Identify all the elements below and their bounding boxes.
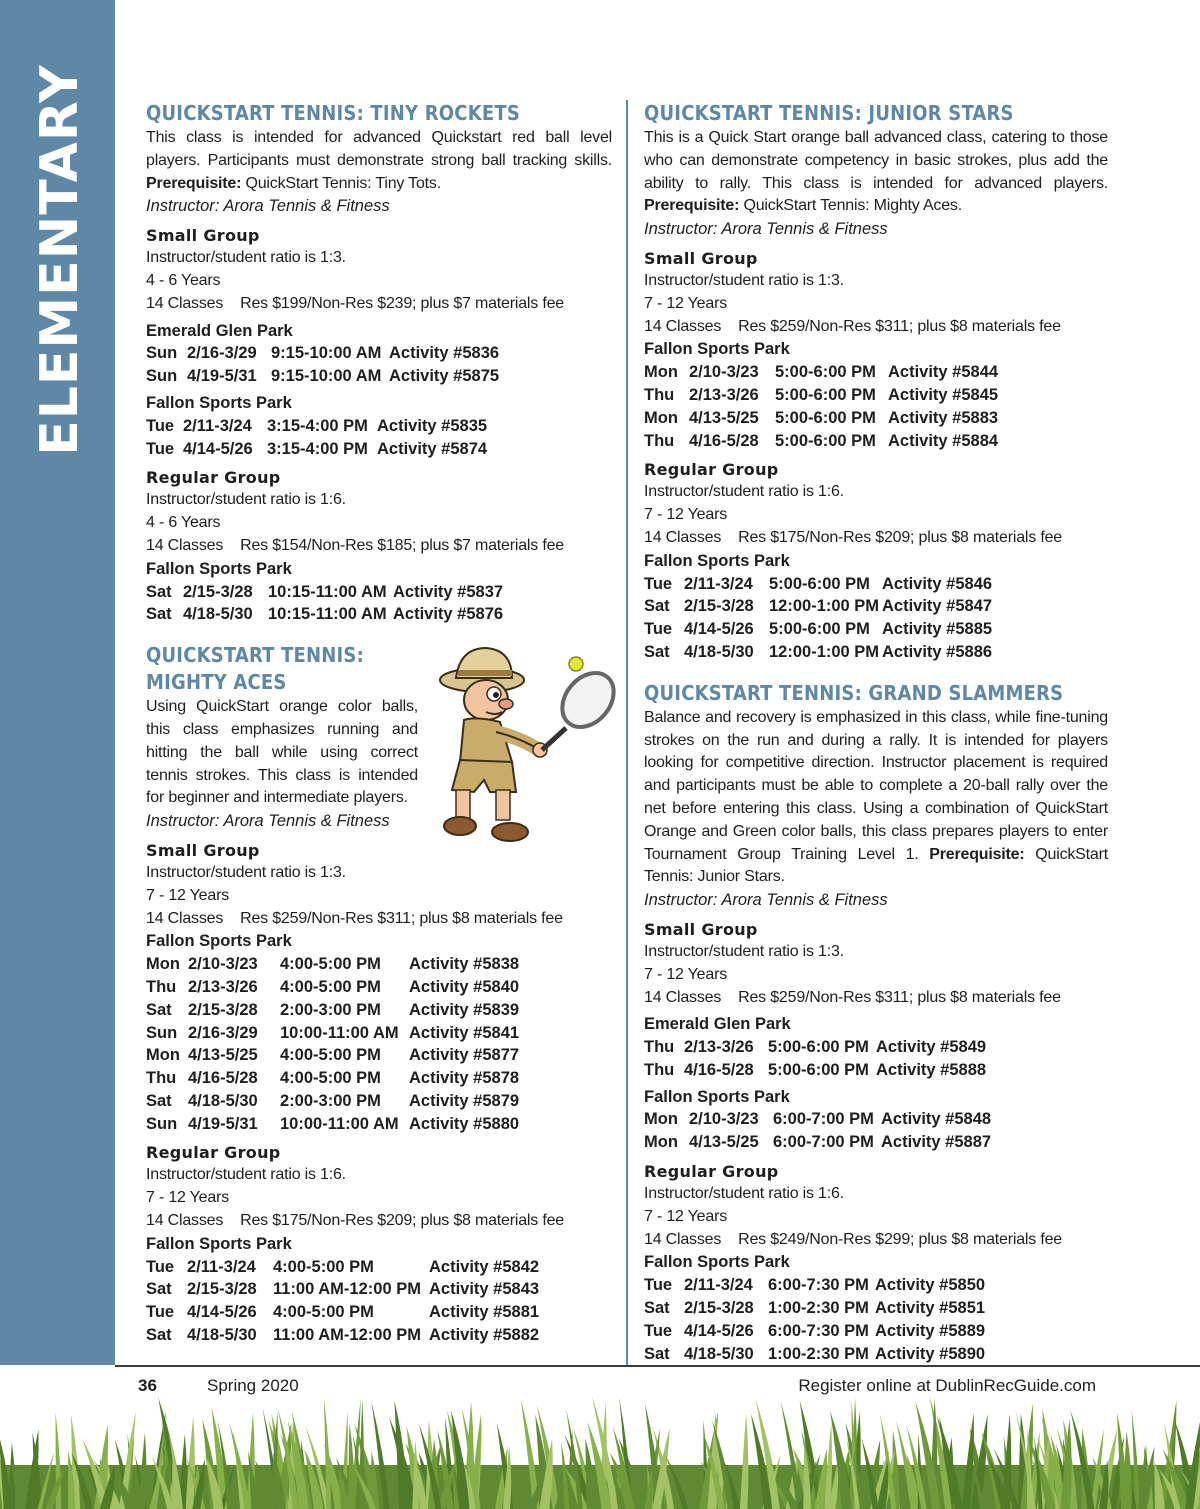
schedule-time: 5:00-6:00 PM — [775, 408, 876, 427]
schedule-time: 2:00-3:00 PM — [280, 1091, 381, 1110]
schedule-activity-number: Activity #5848 — [881, 1110, 992, 1129]
schedule-activity-number: Activity #5838 — [409, 955, 520, 974]
section-title: QUICKSTART TENNIS: TINY ROCKETS — [146, 101, 520, 125]
schedule-dates: 4/16-5/28 — [188, 1069, 258, 1088]
schedule-time: 5:00-6:00 PM — [775, 363, 876, 382]
schedule-activity-number: Activity #5876 — [393, 605, 504, 624]
schedule-activity-number: Activity #5881 — [429, 1303, 540, 1322]
schedule-dates: 4/14-5/26 — [183, 439, 253, 458]
ratio: Instructor/student ratio is 1:3. — [146, 863, 346, 881]
schedule-day: Thu — [644, 1060, 675, 1079]
schedule-time: 12:00-1:00 PM — [769, 642, 880, 661]
schedule-time: 1:00-2:30 PM — [768, 1344, 869, 1363]
schedule-activity-number: Activity #5888 — [876, 1060, 987, 1079]
schedule-activity-number: Activity #5835 — [377, 416, 488, 435]
schedule-time: 1:00-2:30 PM — [768, 1299, 869, 1318]
location: Fallon Sports Park — [644, 1087, 790, 1106]
schedule-activity-number: Activity #5846 — [882, 574, 993, 593]
location: Fallon Sports Park — [146, 393, 292, 412]
section-title: MIGHTY ACES — [146, 670, 287, 695]
schedule-day: Thu — [146, 977, 177, 996]
schedule-day: Sat — [644, 597, 670, 616]
schedule-row — [146, 1044, 612, 1067]
ages: 4 - 6 Years — [146, 514, 221, 532]
schedule-row — [146, 342, 612, 365]
schedule-row — [644, 641, 1108, 664]
schedule-activity-number: Activity #5874 — [377, 439, 488, 458]
schedule-dates: 4/14-5/26 — [684, 1321, 754, 1340]
location: Fallon Sports Park — [146, 559, 292, 578]
left-column — [146, 100, 612, 1347]
schedule-dates: 2/16-3/29 — [188, 1023, 258, 1042]
tennis-kid-illustration — [416, 642, 626, 852]
schedule-row — [644, 1343, 1108, 1366]
location: Fallon Sports Park — [146, 932, 292, 951]
schedule-rows — [146, 1256, 612, 1347]
schedule-rows — [146, 342, 612, 388]
schedule-time: 5:00-6:00 PM — [769, 620, 870, 639]
schedule-dates: 4/13-5/25 — [689, 1133, 759, 1152]
ages: 7 - 12 Years — [146, 1189, 229, 1207]
schedule-activity-number: Activity #5878 — [409, 1069, 520, 1088]
schedule-row — [146, 1324, 612, 1347]
schedule-time: 11:00 AM-12:00 PM — [273, 1326, 421, 1345]
schedule-day: Mon — [644, 408, 678, 427]
column-divider — [626, 100, 628, 1366]
section-title: QUICKSTART TENNIS: — [146, 643, 364, 668]
schedule-row — [644, 361, 1108, 384]
schedule-row — [644, 595, 1108, 618]
section-description: This class is intended for advanced Quickstart red ball level players. Participants must demonstrate strong ball tracking skills. Prerequisite: QuickStart Tennis: Tiny Tots. — [146, 129, 612, 192]
schedule-row — [146, 1067, 612, 1090]
schedule-dates: 4/14-5/26 — [187, 1303, 257, 1322]
schedule-time: 4:00-5:00 PM — [280, 977, 381, 996]
ratio: Instructor/student ratio is 1:6. — [146, 1166, 346, 1184]
schedule-row — [146, 581, 612, 604]
schedule-dates: 4/18-5/30 — [183, 605, 253, 624]
schedule-activity-number: Activity #5836 — [389, 344, 500, 363]
schedule-activity-number: Activity #5839 — [409, 1000, 520, 1019]
schedule-day: Tue — [146, 1257, 175, 1276]
schedule-row — [146, 365, 612, 388]
schedule-day: Sat — [644, 642, 670, 661]
schedule-day: Tue — [644, 574, 673, 593]
schedule-time: 12:00-1:00 PM — [769, 597, 880, 616]
schedule-dates: 2/13-3/26 — [684, 1038, 754, 1057]
schedule-activity-number: Activity #5887 — [881, 1133, 992, 1152]
schedule-row — [146, 603, 612, 626]
ratio: Instructor/student ratio is 1:3. — [644, 942, 844, 960]
schedule-row — [146, 1301, 612, 1324]
schedule-time: 3:15-4:00 PM — [267, 416, 368, 435]
schedule-dates: 2/11-3/24 — [684, 1276, 753, 1295]
schedule-activity-number: Activity #5884 — [888, 431, 999, 450]
schedule-row — [644, 1059, 1108, 1082]
group-heading: Regular Group — [644, 1162, 779, 1182]
schedule-activity-number: Activity #5841 — [409, 1023, 520, 1042]
footer-rule — [115, 1365, 1200, 1367]
schedule-time: 10:15-11:00 AM — [268, 605, 387, 624]
schedule-time: 9:15-10:00 AM — [271, 344, 382, 363]
schedule-row — [644, 1036, 1108, 1059]
grand-slammers-section — [644, 680, 1108, 1366]
schedule-time: 11:00 AM-12:00 PM — [273, 1280, 421, 1299]
schedule-row — [644, 618, 1108, 641]
group-heading: Regular Group — [644, 460, 779, 480]
fees: 14 Classes Res $259/Non-Res $311; plus $8 materials fee — [146, 909, 563, 927]
schedule-row — [146, 1113, 612, 1136]
schedule-rows — [644, 573, 1108, 664]
schedule-time: 5:00-6:00 PM — [775, 385, 876, 404]
season-label: Spring 2020 — [207, 1376, 299, 1395]
schedule-rows — [644, 1036, 1108, 1082]
schedule-rows — [146, 953, 612, 1135]
instructor: Instructor: Arora Tennis & Fitness — [146, 812, 390, 831]
schedule-row — [146, 953, 612, 976]
schedule-activity-number: Activity #5885 — [882, 620, 993, 639]
schedule-dates: 2/15-3/28 — [684, 597, 754, 616]
schedule-day: Tue — [644, 1321, 673, 1340]
location: Fallon Sports Park — [644, 551, 790, 570]
tiny-rockets-section — [146, 100, 612, 626]
schedule-activity-number: Activity #5889 — [875, 1321, 986, 1340]
schedule-activity-number: Activity #5843 — [429, 1280, 540, 1299]
schedule-activity-number: Activity #5844 — [888, 363, 999, 382]
schedule-dates: 2/13-3/26 — [188, 977, 258, 996]
schedule-row — [644, 430, 1108, 453]
group-heading: Regular Group — [146, 1143, 281, 1163]
instructor: Instructor: Arora Tennis & Fitness — [644, 891, 888, 910]
schedule-activity-number: Activity #5842 — [429, 1257, 540, 1276]
schedule-time: 3:15-4:00 PM — [267, 439, 368, 458]
schedule-time: 5:00-6:00 PM — [768, 1060, 869, 1079]
schedule-activity-number: Activity #5883 — [888, 408, 999, 427]
grass-blade — [348, 1423, 355, 1509]
schedule-row — [146, 1256, 612, 1279]
fees: 14 Classes Res $154/Non-Res $185; plus $7 materials fee — [146, 536, 564, 554]
section-description: Balance and recovery is emphasized in this class, while fine-tuning strokes on the run and during a rally. It is intended for players looking for competitive direction. Instructor placement is required and participants must be able to complete a 20-ball rally over the net before entering this class. Using a combination of QuickStart Orange and Green color balls, this class prepares players to enter Tournament Group Training Level 1. Prerequisite: QuickStart Tennis: Junior Stars. — [644, 708, 1108, 886]
schedule-time: 2:00-3:00 PM — [280, 1000, 381, 1019]
schedule-dates: 2/15-3/28 — [684, 1299, 754, 1318]
ratio: Instructor/student ratio is 1:3. — [146, 249, 346, 267]
schedule-day: Mon — [644, 1133, 678, 1152]
schedule-activity-number: Activity #5850 — [875, 1276, 986, 1295]
schedule-dates: 4/19-5/31 — [188, 1114, 258, 1133]
schedule-row — [644, 573, 1108, 596]
schedule-dates: 4/19-5/31 — [187, 367, 257, 386]
group-heading: Small Group — [146, 840, 260, 860]
schedule-time: 4:00-5:00 PM — [273, 1257, 374, 1276]
schedule-activity-number: Activity #5879 — [409, 1091, 520, 1110]
section-description: This is a Quick Start orange ball advanced class, catering to those who can demonstrate competency in basic strokes, plus add the ability to rally. This class is intended for advanced players. Prerequisite: QuickStart Tennis: Mighty Aces. — [644, 129, 1108, 215]
schedule-dates: 2/11-3/24 — [183, 416, 252, 435]
register-link[interactable]: Register online at DublinRecGuide.com — [798, 1376, 1096, 1395]
fees: 14 Classes Res $199/Non-Res $239; plus $7 materials fee — [146, 294, 564, 312]
schedule-day: Tue — [146, 416, 175, 435]
ages: 7 - 12 Years — [644, 506, 727, 524]
schedule-day: Tue — [644, 1276, 673, 1295]
schedule-dates: 2/15-3/28 — [188, 1000, 258, 1019]
schedule-row — [146, 999, 612, 1022]
schedule-rows — [146, 581, 612, 627]
schedule-time: 4:00-5:00 PM — [280, 1046, 381, 1065]
schedule-dates: 2/10-3/23 — [689, 1110, 759, 1129]
schedule-activity-number: Activity #5851 — [875, 1299, 986, 1318]
schedule-time: 5:00-6:00 PM — [775, 431, 876, 450]
schedule-day: Sat — [146, 582, 172, 601]
location: Fallon Sports Park — [146, 1234, 292, 1253]
schedule-day: Thu — [644, 1038, 675, 1057]
ratio: Instructor/student ratio is 1:6. — [644, 483, 844, 501]
fees: 14 Classes Res $249/Non-Res $299; plus $8 materials fee — [644, 1230, 1062, 1248]
schedule-day: Sun — [146, 367, 178, 386]
schedule-row — [146, 438, 612, 461]
instructor: Instructor: Arora Tennis & Fitness — [146, 197, 390, 216]
schedule-rows — [644, 1108, 1108, 1154]
schedule-dates: 4/18-5/30 — [188, 1091, 258, 1110]
schedule-activity-number: Activity #5837 — [393, 582, 504, 601]
schedule-time: 10:15-11:00 AM — [268, 582, 387, 601]
ages: 7 - 12 Years — [644, 1207, 727, 1225]
schedule-day: Tue — [146, 1303, 175, 1322]
schedule-time: 4:00-5:00 PM — [273, 1303, 374, 1322]
group-heading: Small Group — [146, 226, 260, 246]
schedule-activity-number: Activity #5875 — [389, 367, 500, 386]
schedule-dates: 4/16-5/28 — [684, 1060, 754, 1079]
ratio: Instructor/student ratio is 1:3. — [644, 271, 844, 289]
group-heading: Regular Group — [146, 468, 281, 488]
section-description: Using QuickStart orange color balls, this class emphasizes running and hitting the ball while using correct tennis strokes. This class is intended for beginner and intermediate players. — [146, 698, 418, 807]
schedule-row — [146, 1278, 612, 1301]
schedule-row — [146, 976, 612, 999]
schedule-row — [644, 1274, 1108, 1297]
schedule-row — [644, 1131, 1108, 1154]
schedule-dates: 2/16-3/29 — [187, 344, 257, 363]
schedule-dates: 2/10-3/23 — [188, 955, 258, 974]
schedule-day: Tue — [644, 620, 673, 639]
schedule-row — [146, 1090, 612, 1113]
schedule-row — [644, 1320, 1108, 1343]
schedule-row — [644, 407, 1108, 430]
grass-decoration — [0, 1395, 1200, 1509]
schedule-time: 4:00-5:00 PM — [280, 955, 381, 974]
schedule-dates: 4/13-5/25 — [188, 1046, 258, 1065]
schedule-time: 4:00-5:00 PM — [280, 1069, 381, 1088]
schedule-day: Sat — [644, 1299, 670, 1318]
schedule-time: 9:15-10:00 AM — [271, 367, 382, 386]
schedule-time: 10:00-11:00 AM — [280, 1023, 399, 1042]
location: Emerald Glen Park — [644, 1015, 791, 1034]
schedule-dates: 4/18-5/30 — [684, 642, 754, 661]
sidebar-label: ELEMENTARY — [30, 64, 90, 456]
schedule-row — [146, 1022, 612, 1045]
schedule-day: Mon — [644, 363, 678, 382]
schedule-day: Thu — [146, 1069, 177, 1088]
schedule-activity-number: Activity #5840 — [409, 977, 520, 996]
schedule-day: Sun — [146, 1114, 178, 1133]
schedule-day: Sun — [146, 1023, 178, 1042]
schedule-activity-number: Activity #5849 — [876, 1038, 987, 1057]
schedule-activity-number: Activity #5847 — [882, 597, 993, 616]
schedule-day: Sat — [146, 1326, 172, 1345]
schedule-day: Sun — [146, 344, 178, 363]
location: Fallon Sports Park — [644, 1253, 790, 1272]
instructor: Instructor: Arora Tennis & Fitness — [644, 220, 888, 239]
schedule-day: Tue — [146, 439, 175, 458]
schedule-row — [644, 1108, 1108, 1131]
schedule-row — [146, 415, 612, 438]
location: Emerald Glen Park — [146, 321, 293, 340]
schedule-dates: 4/16-5/28 — [689, 431, 759, 450]
section-title: QUICKSTART TENNIS: JUNIOR STARS — [644, 101, 1014, 125]
junior-stars-section — [644, 100, 1108, 664]
schedule-row — [644, 384, 1108, 407]
schedule-dates: 2/13-3/26 — [689, 385, 759, 404]
schedule-dates: 2/15-3/28 — [187, 1280, 257, 1299]
ages: 7 - 12 Years — [644, 294, 727, 312]
schedule-day: Mon — [146, 1046, 180, 1065]
ratio: Instructor/student ratio is 1:6. — [644, 1185, 844, 1203]
schedule-day: Thu — [644, 431, 675, 450]
schedule-day: Sat — [146, 1000, 172, 1019]
grass-blade — [740, 1414, 748, 1509]
fees: 14 Classes Res $175/Non-Res $209; plus $8 materials fee — [146, 1212, 564, 1230]
right-column — [644, 100, 1108, 1365]
schedule-time: 6:00-7:30 PM — [768, 1321, 869, 1340]
grass-blade — [185, 1417, 195, 1509]
schedule-rows — [146, 415, 612, 461]
schedule-time: 6:00-7:00 PM — [773, 1133, 874, 1152]
schedule-dates: 4/18-5/30 — [684, 1344, 754, 1363]
schedule-row — [644, 1297, 1108, 1320]
schedule-dates: 4/14-5/26 — [684, 620, 754, 639]
schedule-day: Thu — [644, 385, 675, 404]
schedule-day: Mon — [146, 955, 180, 974]
schedule-dates: 2/15-3/28 — [183, 582, 253, 601]
schedule-day: Sat — [146, 1280, 172, 1299]
schedule-activity-number: Activity #5886 — [882, 642, 993, 661]
schedule-day: Sat — [644, 1344, 670, 1363]
schedule-activity-number: Activity #5845 — [888, 385, 999, 404]
mighty-aces-section — [146, 642, 612, 1347]
schedule-dates: 2/11-3/24 — [187, 1257, 256, 1276]
fees: 14 Classes Res $259/Non-Res $311; plus $8 materials fee — [644, 988, 1061, 1006]
schedule-activity-number: Activity #5877 — [409, 1046, 520, 1065]
fees: 14 Classes Res $259/Non-Res $311; plus $8 materials fee — [644, 317, 1061, 335]
schedule-activity-number: Activity #5880 — [409, 1114, 520, 1133]
group-heading: Small Group — [644, 248, 758, 268]
schedule-rows — [644, 1274, 1108, 1365]
ratio: Instructor/student ratio is 1:6. — [146, 491, 346, 509]
schedule-day: Sat — [146, 605, 172, 624]
ages: 7 - 12 Years — [644, 965, 727, 983]
sidebar — [0, 0, 115, 1365]
schedule-dates: 4/13-5/25 — [689, 408, 759, 427]
schedule-dates: 4/18-5/30 — [187, 1326, 257, 1345]
schedule-time: 5:00-6:00 PM — [768, 1038, 869, 1057]
page-number: 36 — [138, 1376, 157, 1395]
schedule-activity-number: Activity #5890 — [875, 1344, 986, 1363]
schedule-time: 5:00-6:00 PM — [769, 574, 870, 593]
ages: 4 - 6 Years — [146, 271, 221, 289]
location: Fallon Sports Park — [644, 340, 790, 359]
schedule-rows — [644, 361, 1108, 452]
schedule-time: 6:00-7:00 PM — [773, 1110, 874, 1129]
schedule-time: 6:00-7:30 PM — [768, 1276, 869, 1295]
schedule-time: 10:00-11:00 AM — [280, 1114, 399, 1133]
schedule-dates: 2/10-3/23 — [689, 363, 759, 382]
schedule-dates: 2/11-3/24 — [684, 574, 753, 593]
group-heading: Small Group — [644, 919, 758, 939]
schedule-day: Mon — [644, 1110, 678, 1129]
schedule-day: Sat — [146, 1091, 172, 1110]
section-title: QUICKSTART TENNIS: GRAND SLAMMERS — [644, 680, 1064, 705]
fees: 14 Classes Res $175/Non-Res $209; plus $8 materials fee — [644, 528, 1062, 546]
ages: 7 - 12 Years — [146, 886, 229, 904]
schedule-activity-number: Activity #5882 — [429, 1326, 540, 1345]
